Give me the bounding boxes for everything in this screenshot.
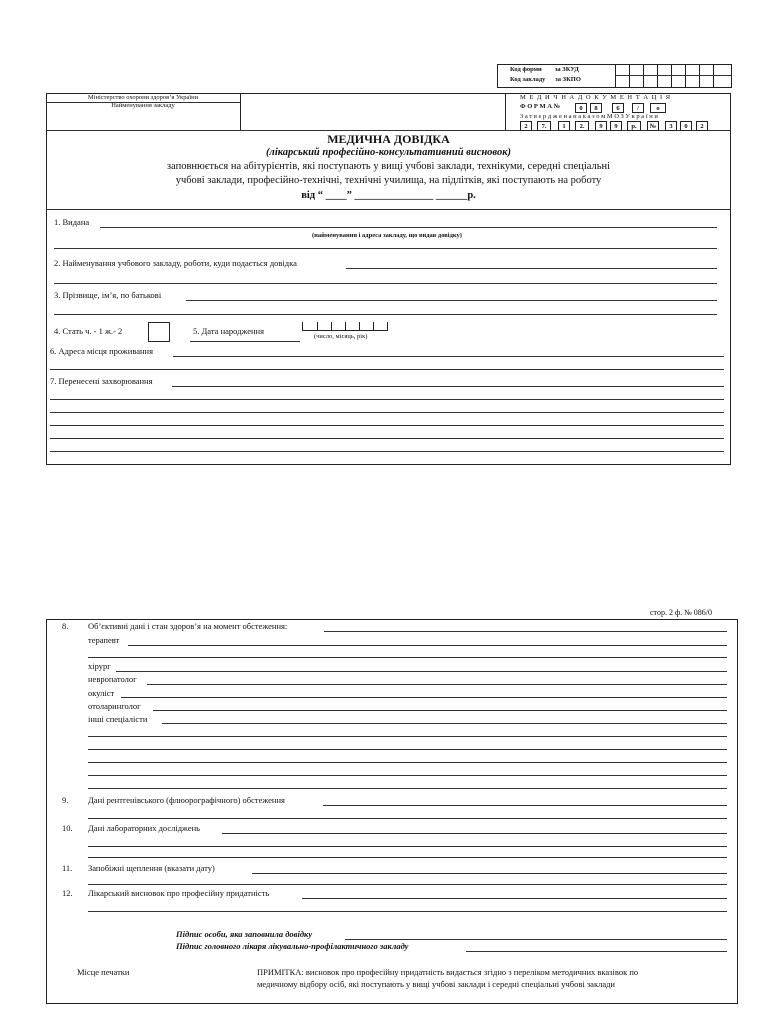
section-11-number: 11. xyxy=(62,863,73,873)
other-specialists-label: інші спеціалісти xyxy=(88,714,148,724)
surgeon-input[interactable] xyxy=(116,671,727,672)
oculist-input[interactable] xyxy=(121,697,727,698)
ent-input[interactable] xyxy=(153,710,727,711)
section-9-input[interactable] xyxy=(323,805,727,806)
form-cell: 6 xyxy=(612,103,624,113)
med-doc-label: М Е Д И Ч Н А Д О К У М Е Н Т А Ц І Я xyxy=(520,94,672,101)
signature-chief-label: Підпис головного лікаря лікувально-профілактичного закладу xyxy=(176,941,409,951)
page-reference: стор. 2 ф. № 086/0 xyxy=(650,608,712,617)
document-subtitle: (лікарський професійно-консультативний висновок) xyxy=(265,147,512,158)
signature-filler-label: Підпис особи, яка заповнила довідку xyxy=(176,929,313,939)
therapist-label: терапевт xyxy=(88,635,120,645)
approved-cell: 2. xyxy=(575,121,589,131)
approved-cell: р. xyxy=(627,121,641,131)
approved-cell: № xyxy=(647,121,659,131)
form-cell: / xyxy=(632,103,644,113)
field-address-label: 6. Адреса місця проживання xyxy=(50,346,154,356)
ministry-label: Міністерство охорони здоров’я України xyxy=(87,94,199,101)
field-birthdate-input[interactable] xyxy=(302,322,388,331)
section-8-number: 8. xyxy=(62,621,69,631)
neurologist-label: невропатолог xyxy=(88,674,137,684)
field-diseases-input[interactable] xyxy=(172,386,724,387)
approved-cell: 9 xyxy=(610,121,622,131)
other-specialists-input[interactable] xyxy=(162,723,727,724)
codes-box xyxy=(497,64,732,88)
field-sex-box[interactable] xyxy=(148,322,170,342)
approved-cell: 1 xyxy=(558,121,570,131)
description-line-1: заповнюється на абітурієнтів, які поступають у вищі учбові заклади, технікуми, середні спеціальні xyxy=(166,161,611,172)
document-title: МЕДИЧНА ДОВІДКА xyxy=(327,132,450,146)
section-9-label: Дані рентгенівського (флюорографічного) обстеження xyxy=(88,795,285,805)
seal-place-label: Місце печатки xyxy=(77,967,130,977)
description-line-2: учбові заклади, професійно-технічні, технічні училища, на підлітків, які поступають на роботу xyxy=(175,175,602,186)
field-birthdate-hint: (число, місяць, рік) xyxy=(314,333,368,340)
section-12-label: Лікарський висновок про професійну придатність xyxy=(88,888,270,898)
ent-label: отоларинголог xyxy=(88,701,141,711)
therapist-input[interactable] xyxy=(128,645,727,646)
field-birthdate-label: 5. Дата народження xyxy=(193,326,265,336)
signature-chief-input[interactable] xyxy=(466,951,727,952)
approved-cell: 2 xyxy=(696,121,708,131)
approved-cell: 0 xyxy=(680,121,692,131)
form-cell: 8 xyxy=(590,103,602,113)
section-11-input[interactable] xyxy=(252,873,727,874)
section-9-number: 9. xyxy=(62,795,69,805)
signature-filler-input[interactable] xyxy=(345,939,727,940)
inst-code-label: Код закладу за ЗКПО xyxy=(510,76,581,83)
field-full-name-label: 3. Прізвище, ім’я, по батькові xyxy=(54,290,162,300)
section-11-label: Запобіжні щеплення (вказати дату) xyxy=(88,863,215,873)
surgeon-label: хірург xyxy=(88,661,111,671)
approved-cell: 7. xyxy=(537,121,551,131)
field-issued-by-label: 1. Видана xyxy=(54,217,90,227)
oculist-label: окуліст xyxy=(88,688,115,698)
field-diseases-label: 7. Перенесені захворювання xyxy=(50,376,153,386)
field-sex-label: 4. Стать ч. - 1 ж.- 2 xyxy=(54,326,123,336)
field-address-input[interactable] xyxy=(173,356,724,357)
issue-date-line: від “ ____” _______________ ______р. xyxy=(301,190,476,201)
field-issued-by-input[interactable] xyxy=(100,227,717,228)
section-10-input[interactable] xyxy=(222,833,727,834)
approved-cell: 3 xyxy=(665,121,677,131)
section-8-label: Об’єктивні дані і стан здоров’я на момент обстеження: xyxy=(88,621,288,631)
note-line-2: медичному відбору осіб, які поступають у вищі учбові заклади і середні спеціальні учбові заклади xyxy=(257,979,615,989)
form-number-label: Ф О Р М А № xyxy=(520,103,561,110)
field-destination-input[interactable] xyxy=(346,268,717,269)
form-cell: о xyxy=(650,103,666,113)
code-grid xyxy=(615,65,731,87)
form-code-label: Код форми за ЗКУД xyxy=(510,66,579,73)
form-cell: 0 xyxy=(575,103,587,113)
field-full-name-input[interactable] xyxy=(186,300,717,301)
neurologist-input[interactable] xyxy=(147,684,727,685)
field-destination-label: 2. Найменування учбового закладу, роботи, куди подається довідка xyxy=(54,258,297,268)
section-10-number: 10. xyxy=(62,823,73,833)
approved-label: З а т в е р д ж е н а н а к а з о м М О З У к р а ї н и xyxy=(520,113,658,120)
section-12-input[interactable] xyxy=(302,898,727,899)
note-line-1: ПРИМІТКА: висновок про професійну придатність видається згідно з переліком методичних вказівок по xyxy=(257,967,639,977)
approved-cell: 9 xyxy=(595,121,607,131)
section-10-label: Дані лабораторних досліджень xyxy=(88,823,201,833)
field-issued-by-hint: (найменування і адреса закладу, що видав довідку) xyxy=(312,232,462,239)
institution-name-label: Найменування закладу xyxy=(111,102,175,109)
section-12-number: 12. xyxy=(62,888,73,898)
approved-cell: 2 xyxy=(520,121,532,131)
